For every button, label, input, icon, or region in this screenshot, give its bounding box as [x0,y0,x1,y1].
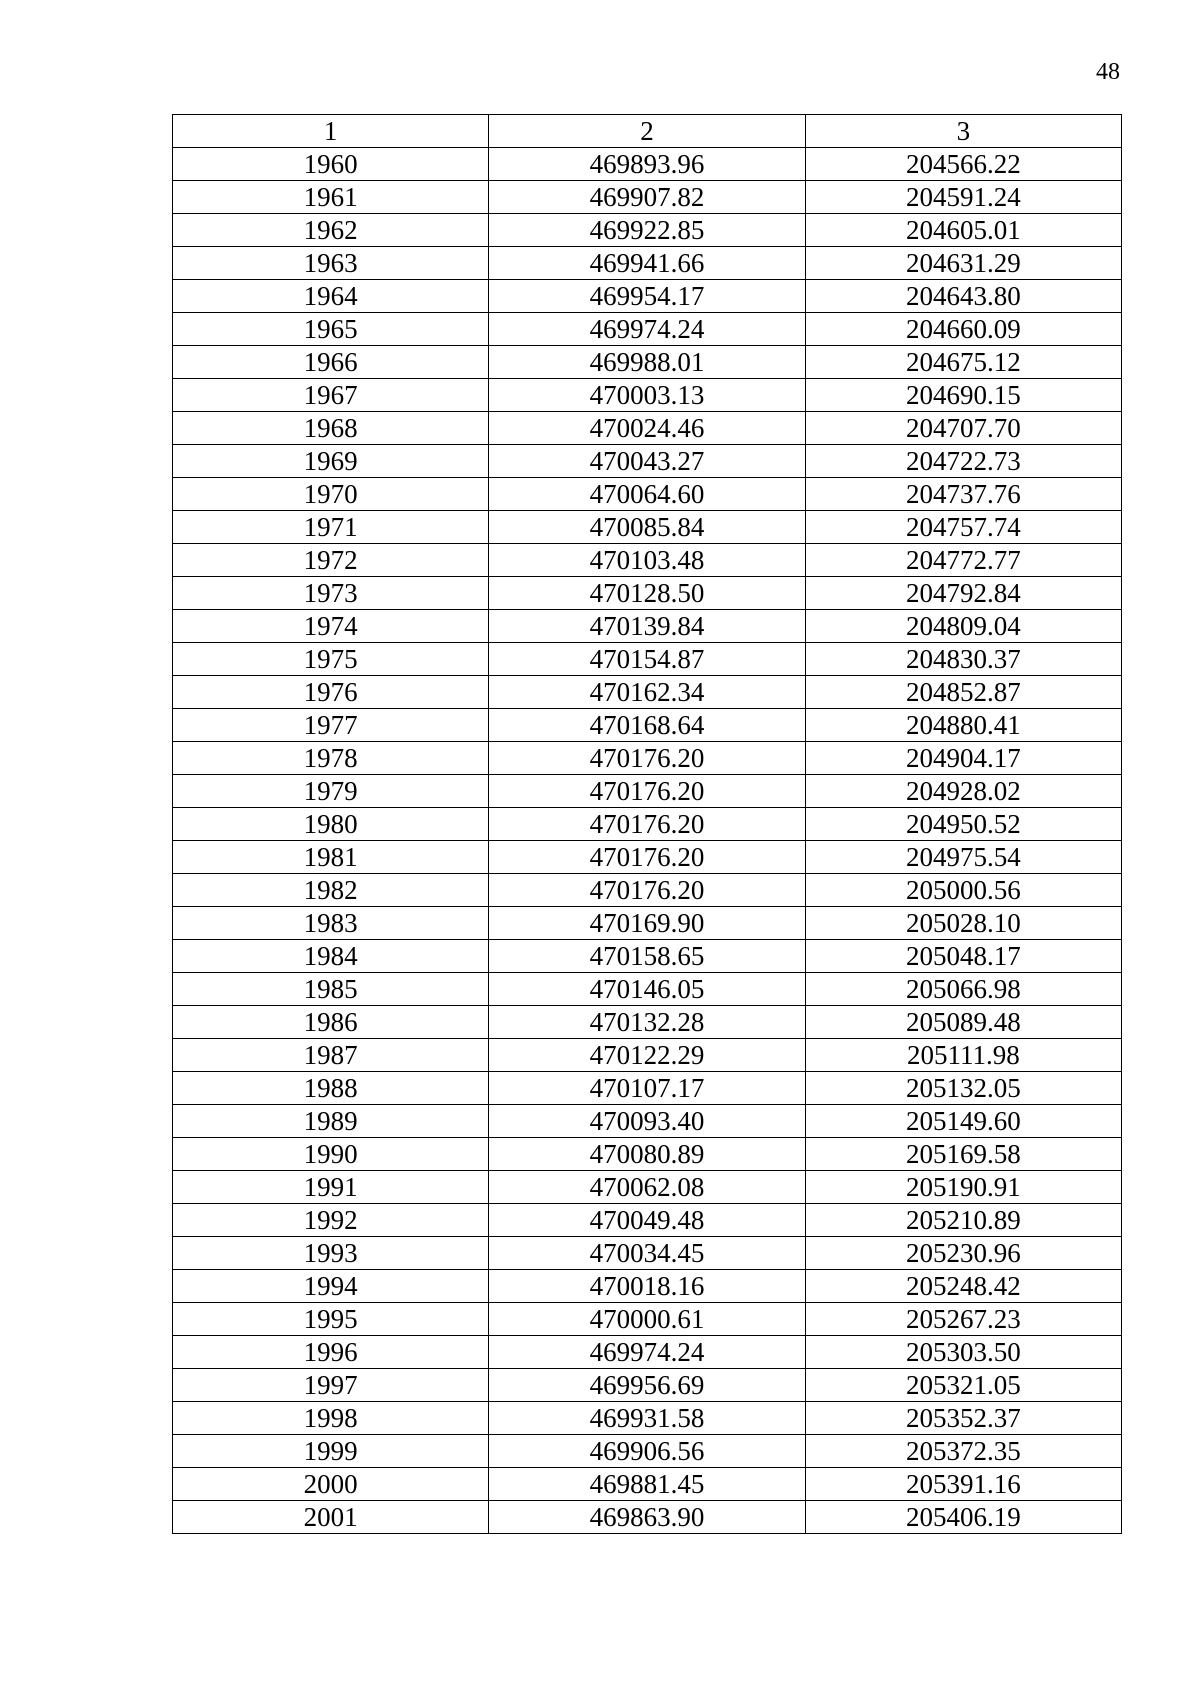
column-3-cell: 205028.10 [805,907,1121,940]
column-2-cell: 470176.20 [489,742,805,775]
column-3-cell: 204737.76 [805,478,1121,511]
table-row [173,1303,1122,1336]
column-3-cell: 204975.54 [805,841,1121,874]
year-cell: 1963 [173,247,489,280]
column-2-cell: 470176.20 [489,874,805,907]
column-3-cell: 205089.48 [805,1006,1121,1039]
column-3-cell: 204707.70 [805,412,1121,445]
column-2-cell: 470062.08 [489,1171,805,1204]
year-cell: 1977 [173,709,489,742]
year-cell: 1991 [173,1171,489,1204]
table-row [173,1369,1122,1402]
column-2-cell: 470168.64 [489,709,805,742]
year-cell: 1971 [173,511,489,544]
column-3-cell: 204950.52 [805,808,1121,841]
column-2-cell: 470162.34 [489,676,805,709]
column-3-cell: 204675.12 [805,346,1121,379]
year-cell: 1974 [173,610,489,643]
year-cell: 1984 [173,940,489,973]
column-3-cell: 204605.01 [805,214,1121,247]
year-cell: 1960 [173,148,489,181]
column-2-cell: 469956.69 [489,1369,805,1402]
column-2-cell: 470043.27 [489,445,805,478]
year-cell: 1998 [173,1402,489,1435]
table-row [173,808,1122,841]
column-3-cell: 205391.16 [805,1468,1121,1501]
year-cell: 1995 [173,1303,489,1336]
column-2-cell: 470103.48 [489,544,805,577]
column-3-cell: 204660.09 [805,313,1121,346]
header-cell-2: 2 [489,115,805,148]
table-row [173,643,1122,676]
column-3-cell: 204830.37 [805,643,1121,676]
column-3-cell: 204928.02 [805,775,1121,808]
column-2-cell: 470085.84 [489,511,805,544]
column-2-cell: 469988.01 [489,346,805,379]
column-3-cell: 205406.19 [805,1501,1121,1534]
column-2-cell: 470080.89 [489,1138,805,1171]
table-row [173,1501,1122,1534]
table-row [173,214,1122,247]
column-2-cell: 470034.45 [489,1237,805,1270]
table-row [173,742,1122,775]
header-row [173,115,1122,148]
table-row [173,1039,1122,1072]
year-cell: 1986 [173,1006,489,1039]
column-2-cell: 470176.20 [489,775,805,808]
year-cell: 1980 [173,808,489,841]
header-cell-3: 3 [805,115,1121,148]
column-3-cell: 204690.15 [805,379,1121,412]
column-2-cell: 470122.29 [489,1039,805,1072]
table-row [173,379,1122,412]
column-3-cell: 205066.98 [805,973,1121,1006]
year-cell: 1993 [173,1237,489,1270]
year-cell: 1981 [173,841,489,874]
column-3-cell: 205169.58 [805,1138,1121,1171]
column-3-cell: 204631.29 [805,247,1121,280]
column-2-cell: 469954.17 [489,280,805,313]
year-cell: 1968 [173,412,489,445]
column-3-cell: 205132.05 [805,1072,1121,1105]
table-row [173,280,1122,313]
column-2-cell: 470169.90 [489,907,805,940]
year-cell: 1978 [173,742,489,775]
table-row [173,1468,1122,1501]
table-row [173,412,1122,445]
column-2-cell: 470018.16 [489,1270,805,1303]
year-cell: 1987 [173,1039,489,1072]
table-row [173,181,1122,214]
year-cell: 1989 [173,1105,489,1138]
column-2-cell: 470132.28 [489,1006,805,1039]
year-cell: 1979 [173,775,489,808]
year-cell: 1999 [173,1435,489,1468]
year-cell: 2001 [173,1501,489,1534]
year-cell: 1976 [173,676,489,709]
column-3-cell: 205321.05 [805,1369,1121,1402]
table-row [173,445,1122,478]
column-2-cell: 470093.40 [489,1105,805,1138]
column-2-cell: 470158.65 [489,940,805,973]
column-2-cell: 469931.58 [489,1402,805,1435]
column-3-cell: 204772.77 [805,544,1121,577]
table-body [173,148,1122,1534]
column-3-cell: 205190.91 [805,1171,1121,1204]
table-row [173,1402,1122,1435]
year-cell: 1992 [173,1204,489,1237]
column-2-cell: 469881.45 [489,1468,805,1501]
column-2-cell: 470064.60 [489,478,805,511]
table-row [173,313,1122,346]
column-3-cell: 205048.17 [805,940,1121,973]
table-row [173,1435,1122,1468]
column-2-cell: 470107.17 [489,1072,805,1105]
column-2-cell: 470176.20 [489,808,805,841]
table-row [173,841,1122,874]
table-header [173,115,1122,148]
column-2-cell: 469941.66 [489,247,805,280]
column-2-cell: 470128.50 [489,577,805,610]
column-2-cell: 470000.61 [489,1303,805,1336]
column-3-cell: 204809.04 [805,610,1121,643]
column-2-cell: 470024.46 [489,412,805,445]
column-2-cell: 470176.20 [489,841,805,874]
column-3-cell: 204880.41 [805,709,1121,742]
year-cell: 1994 [173,1270,489,1303]
data-table [172,114,1122,1534]
table-row [173,1072,1122,1105]
column-3-cell: 205111.98 [805,1039,1121,1072]
table-row [173,1171,1122,1204]
column-3-cell: 204852.87 [805,676,1121,709]
year-cell: 1961 [173,181,489,214]
year-cell: 1988 [173,1072,489,1105]
table-row [173,1270,1122,1303]
table-row [173,148,1122,181]
column-3-cell: 205267.23 [805,1303,1121,1336]
table-row [173,775,1122,808]
column-3-cell: 204591.24 [805,181,1121,214]
column-2-cell: 470049.48 [489,1204,805,1237]
header-cell-1: 1 [173,115,489,148]
year-cell: 1973 [173,577,489,610]
year-cell: 2000 [173,1468,489,1501]
column-2-cell: 469974.24 [489,1336,805,1369]
table-row [173,874,1122,907]
column-3-cell: 205303.50 [805,1336,1121,1369]
year-cell: 1970 [173,478,489,511]
column-3-cell: 205000.56 [805,874,1121,907]
table-row [173,1336,1122,1369]
column-3-cell: 204757.74 [805,511,1121,544]
column-3-cell: 204904.17 [805,742,1121,775]
column-3-cell: 205248.42 [805,1270,1121,1303]
column-2-cell: 470154.87 [489,643,805,676]
column-3-cell: 205230.96 [805,1237,1121,1270]
year-cell: 1983 [173,907,489,940]
year-cell: 1964 [173,280,489,313]
column-3-cell: 205352.37 [805,1402,1121,1435]
table-row [173,940,1122,973]
table-row [173,544,1122,577]
column-2-cell: 470146.05 [489,973,805,1006]
year-cell: 1965 [173,313,489,346]
table-row [173,1006,1122,1039]
column-3-cell: 204566.22 [805,148,1121,181]
table-row [173,1204,1122,1237]
table-row [173,610,1122,643]
table-row [173,247,1122,280]
column-2-cell: 469922.85 [489,214,805,247]
column-2-cell: 470003.13 [489,379,805,412]
column-3-cell: 205372.35 [805,1435,1121,1468]
table-row [173,676,1122,709]
table-row [173,1105,1122,1138]
column-3-cell: 205149.60 [805,1105,1121,1138]
year-cell: 1969 [173,445,489,478]
column-2-cell: 469974.24 [489,313,805,346]
column-2-cell: 469893.96 [489,148,805,181]
table-row [173,511,1122,544]
table-row [173,907,1122,940]
table-row [173,346,1122,379]
year-cell: 1972 [173,544,489,577]
year-cell: 1966 [173,346,489,379]
year-cell: 1962 [173,214,489,247]
year-cell: 1985 [173,973,489,1006]
table-row [173,577,1122,610]
table-row [173,709,1122,742]
column-3-cell: 204643.80 [805,280,1121,313]
year-cell: 1982 [173,874,489,907]
year-cell: 1967 [173,379,489,412]
column-2-cell: 469906.56 [489,1435,805,1468]
column-3-cell: 204792.84 [805,577,1121,610]
column-3-cell: 204722.73 [805,445,1121,478]
year-cell: 1997 [173,1369,489,1402]
year-cell: 1990 [173,1138,489,1171]
table-row [173,1138,1122,1171]
year-cell: 1975 [173,643,489,676]
table-row [173,973,1122,1006]
page-number: 48 [1096,59,1120,85]
column-2-cell: 469907.82 [489,181,805,214]
table-row [173,478,1122,511]
year-cell: 1996 [173,1336,489,1369]
table-row [173,1237,1122,1270]
column-2-cell: 469863.90 [489,1501,805,1534]
column-2-cell: 470139.84 [489,610,805,643]
column-3-cell: 205210.89 [805,1204,1121,1237]
